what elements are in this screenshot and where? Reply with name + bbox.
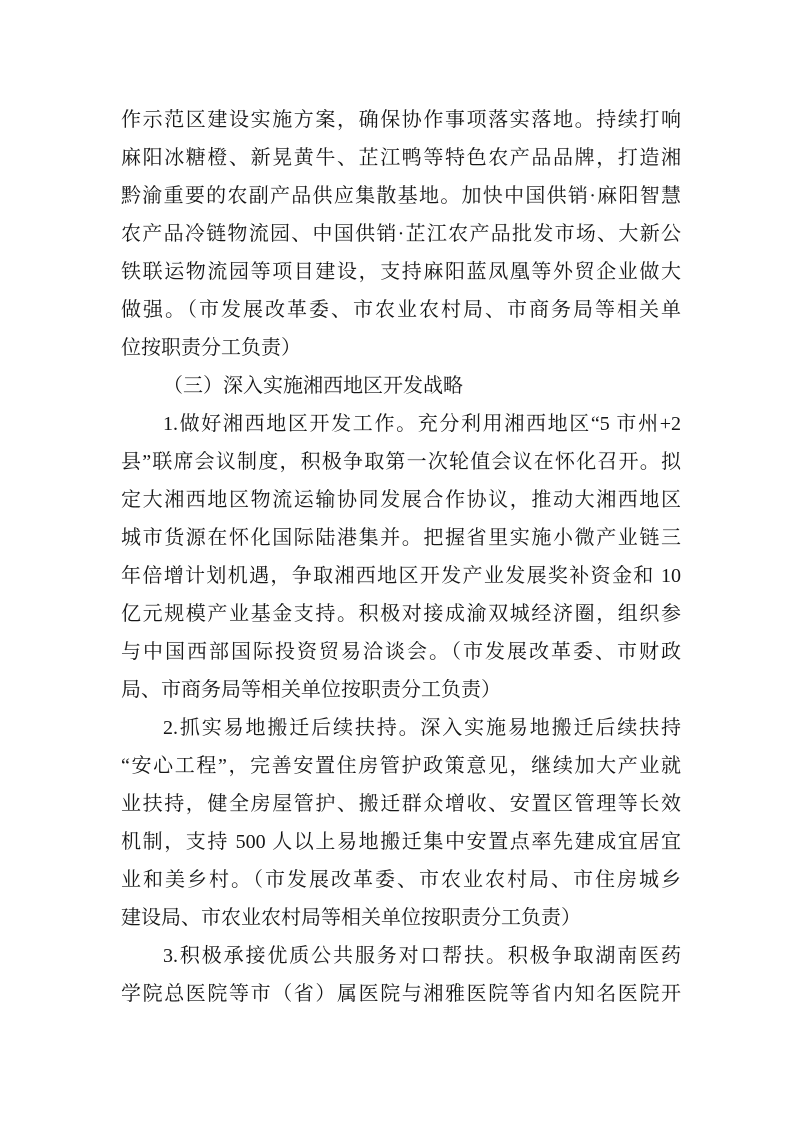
text-line: 铁联运物流园等项目建设，支持麻阳蓝凤凰等外贸企业做大 [121, 261, 681, 283]
text-line: 麻阳冰糖橙、新晃黄牛、芷江鸭等特色农产品品牌，打造湘 [121, 147, 681, 169]
text-line: 亿元规模产业基金支持。积极对接成渝双城经济圈，组织参 [121, 603, 681, 625]
section-heading: （三）深入实施湘西地区开发战略 [163, 375, 463, 397]
text-line: 局、市商务局等相关单位按职责分工负责） [121, 679, 501, 701]
text-line: 建设局、市农业农村局等相关单位按职责分工负责） [121, 907, 581, 929]
text-line: 做强。（市发展改革委、市农业农村局、市商务局等相关单 [121, 299, 681, 321]
text-line: 业扶持，健全房屋管护、搬迁群众增收、安置区管理等长效 [121, 793, 681, 815]
text-line: 3.积极承接优质公共服务对口帮扶。积极争取湖南医药 [163, 945, 681, 967]
text-line: 年倍增计划机遇，争取湘西地区开发产业发展奖补资金和 10 [121, 565, 681, 587]
text-line: 城市货源在怀化国际陆港集并。把握省里实施小微产业链三 [121, 527, 681, 549]
text-line: 与中国西部国际投资贸易洽谈会。（市发展改革委、市财政 [121, 641, 681, 663]
text-line: 黔渝重要的农副产品供应集散基地。加快中国供销·麻阳智慧 [121, 185, 681, 207]
text-line: “安心工程”，完善安置住房管护政策意见，继续加大产业就 [121, 755, 681, 777]
text-line: 学院总医院等市（省）属医院与湘雅医院等省内知名医院开 [121, 983, 681, 1005]
text-line: 业和美乡村。（市发展改革委、市农业农村局、市住房城乡 [121, 869, 681, 891]
text-line: 2.抓实易地搬迁后续扶持。深入实施易地搬迁后续扶持 [163, 717, 681, 739]
text-line: 1.做好湘西地区开发工作。充分利用湘西地区“5 市州+2 [163, 413, 681, 435]
document-body [121, 101, 681, 1013]
text-line: 县”联席会议制度，积极争取第一次轮值会议在怀化召开。拟 [121, 451, 681, 473]
text-line: 农产品冷链物流园、中国供销·芷江农产品批发市场、大新公 [121, 223, 681, 245]
text-line: 位按职责分工负责） [121, 337, 301, 359]
text-line: 作示范区建设实施方案，确保协作事项落实落地。持续打响 [121, 109, 681, 131]
text-line: 机制，支持 500 人以上易地搬迁集中安置点率先建成宜居宜 [121, 831, 681, 853]
text-line: 定大湘西地区物流运输协同发展合作协议，推动大湘西地区 [121, 489, 681, 511]
